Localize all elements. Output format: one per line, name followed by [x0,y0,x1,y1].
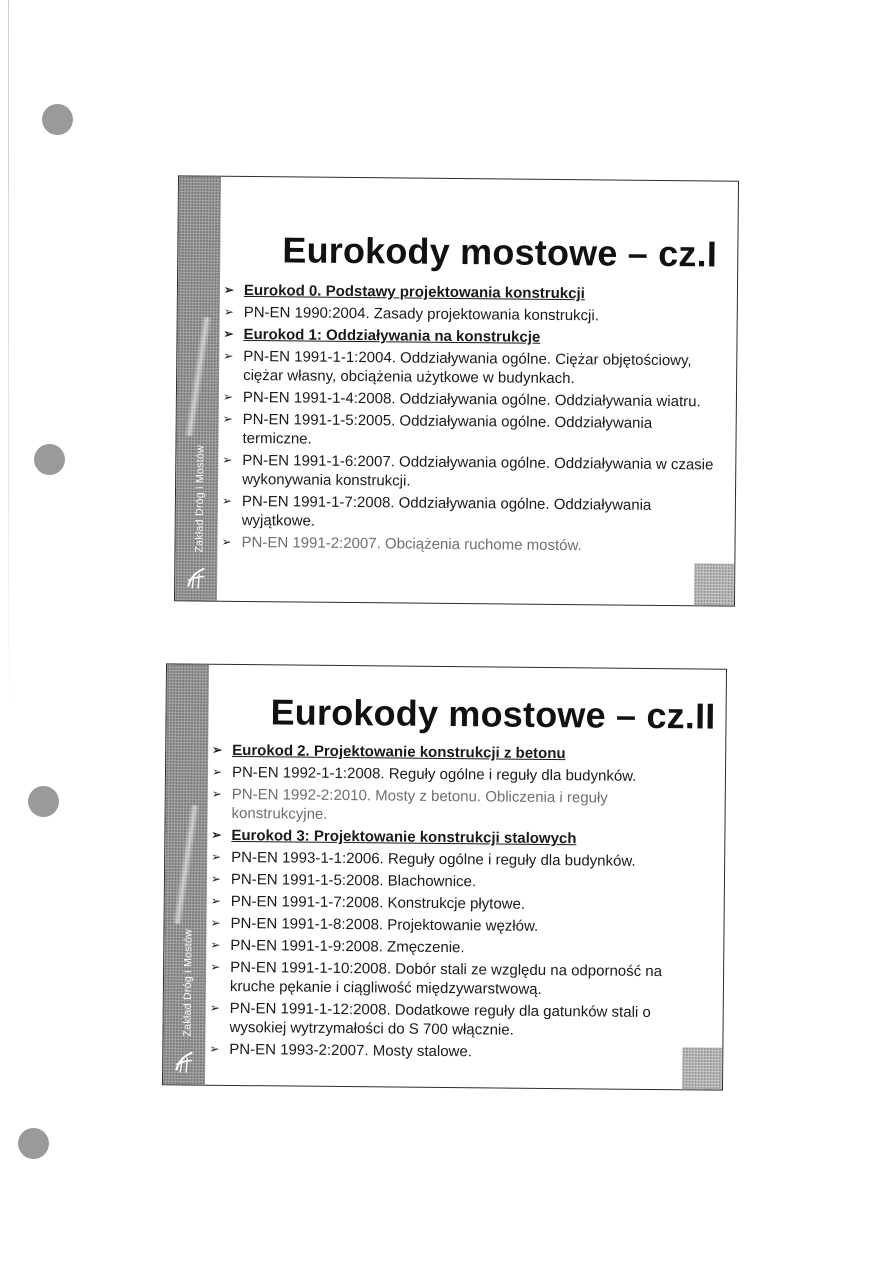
sidebar-label-text: Zakład Dróg i Mostów [193,444,207,553]
sidebar-label [165,866,205,1036]
list-item-text: Eurokod 1: Oddziaływania na konstrukcje [243,325,541,346]
list-item-text: PN-EN 1991-2:2007. Obciążenia ruchome mostów. [241,533,582,555]
bridge-logo-icon [173,1048,195,1074]
list-item-text: PN-EN 1991-1-1:2004. Oddziaływania ogólne. Ciężar objętościowy, ciężar własny, obciążenia użytkowe w budynkach. [243,347,692,388]
page-edge-line [8,0,9,720]
list-item [208,936,704,960]
slide-2 [162,663,727,1090]
arrow-bullet-icon: ➢ [209,1041,220,1056]
arrow-bullet-icon: ➢ [211,764,223,779]
slide-title: Eurokody mostowe – cz.II [270,691,716,737]
bullet-list [207,741,706,1067]
list-item-text: PN-EN 1991-1-8:2008. Projektowanie węzłów. [230,914,539,935]
list-item-text: PN-EN 1992-2:2010. Mosty z betonu. Obliczenia i reguły konstrukcyjne. [231,785,608,823]
arrow-bullet-icon: ➢ [222,452,233,467]
list-item-text: Eurokod 0. Podstawy projektowania konstrukcji [243,281,585,303]
list-item-text: PN-EN 1991-1-5:2008. Blachownice. [230,870,477,891]
list-item [209,826,705,850]
sidebar-label-text: Zakład Dróg i Mostów [181,928,195,1037]
arrow-bullet-icon: ➢ [209,1000,220,1015]
bridge-logo-icon [185,564,207,590]
list-item [209,892,705,916]
arrow-bullet-icon: ➢ [223,282,235,297]
arrow-bullet-icon: ➢ [210,871,222,886]
list-item [220,410,714,453]
arrow-bullet-icon: ➢ [222,411,233,426]
list-item [208,914,704,938]
list-item [209,848,705,872]
list-item-text: PN-EN 1991-1-6:2007. Oddziaływania ogólne. Oddziaływania w czasie wykonywania konstrukcji. [242,451,714,490]
arrow-bullet-icon: ➢ [221,493,233,508]
arrow-bullet-icon: ➢ [210,893,221,908]
list-item-text: PN-EN 1993-2:2007. Mosty stalowe. [229,1040,473,1061]
list-item-text: PN-EN 1990:2004. Zasady projektowania konstrukcji. [243,303,599,325]
bullet-list [219,281,716,560]
slide-sidebar [175,176,221,600]
arrow-bullet-icon: ➢ [210,937,221,952]
punch-hole [42,104,73,135]
arrow-bullet-icon: ➢ [223,348,234,363]
list-item-text: Eurokod 2. Projektowanie konstrukcji z betonu [232,741,566,763]
arrow-bullet-icon: ➢ [223,304,234,319]
list-item-text: PN-EN 1991-1-12:2008. Dodatkowe reguły dla gatunków stali o wysokiej wytrzymałości do S 700 włącznie. [229,999,651,1039]
list-item-text: PN-EN 1991-1-5:2005. Oddziaływania ogólne. Oddziaływania termiczne. [242,410,653,448]
arrow-bullet-icon: ➢ [223,326,234,341]
sidebar-label [177,382,217,552]
slide-title: Eurokody mostowe – cz.I [282,229,718,275]
list-item [222,303,716,327]
list-item [210,763,706,787]
arrow-bullet-icon: ➢ [210,959,221,974]
punch-hole [34,444,65,475]
list-item [208,958,704,1001]
slide-1 [174,175,739,606]
list-item [210,741,706,765]
list-item [221,388,715,412]
list-item [220,451,714,494]
slide-corner-pattern [694,563,734,605]
list-item-text: PN-EN 1991-1-9:2008. Zmęczenie. [230,936,465,957]
list-item [219,533,713,557]
list-item [210,785,706,828]
list-item [207,999,703,1042]
list-item-text: PN-EN 1991-1-7:2008. Oddziaływania ogólne. Oddziaływania wyjątkowe. [241,492,652,530]
arrow-bullet-icon: ➢ [222,389,234,404]
arrow-bullet-icon: ➢ [211,827,222,842]
list-item-text: Eurokod 3: Projektowanie konstrukcji stalowych [231,826,577,848]
arrow-bullet-icon: ➢ [212,742,223,757]
list-item-text: PN-EN 1991-1-10:2008. Dobór stali ze względu na odporność na kruche pękanie i ciągliwość międzywarstwową. [229,958,663,998]
list-item [209,870,705,894]
list-item-text: PN-EN 1991-1-4:2008. Oddziaływania ogólne. Oddziaływania wiatru. [242,388,701,411]
list-item [207,1040,703,1064]
list-item [221,325,715,349]
list-item [220,492,714,535]
punch-hole [18,1128,49,1159]
list-item-text: PN-EN 1993-1-1:2006. Reguły ogólne i reguły dla budynków. [231,848,636,870]
list-item-text: PN-EN 1991-1-7:2008. Konstrukcje płytowe. [230,892,526,913]
slide-sidebar [163,664,209,1084]
list-item [222,281,716,305]
arrow-bullet-icon: ➢ [210,915,221,930]
arrow-bullet-icon: ➢ [211,849,222,864]
list-item [221,347,715,390]
arrow-bullet-icon: ➢ [211,786,222,801]
list-item-text: PN-EN 1992-1-1:2008. Reguły ogólne i reguły dla budynków. [231,763,637,785]
punch-hole [28,786,59,817]
arrow-bullet-icon: ➢ [221,534,232,549]
